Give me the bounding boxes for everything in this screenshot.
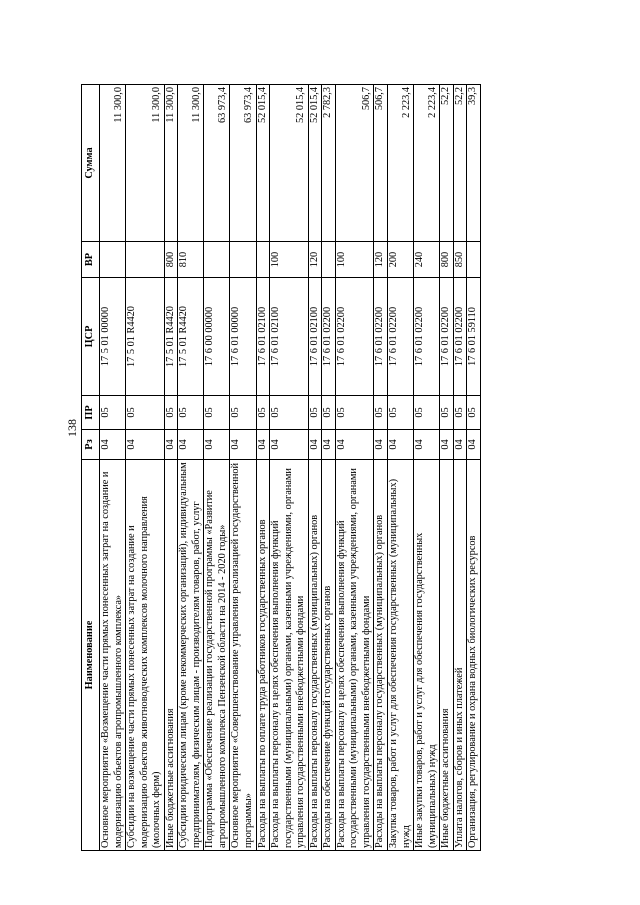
cell-csr: 17 5 01 R4420 [164,278,178,396]
cell-pr: 05 [467,396,481,430]
cell-name: Иные закупки товаров, работ и услуг для обеспечения государственных (муниципальных) нужд [414,460,440,851]
cell-sum: 11 300,0 [126,85,165,242]
cell-rz: 04 [126,430,165,460]
cell-sum: 52 015,4 [256,85,270,242]
cell-pr: 05 [164,396,178,430]
cell-csr: 17 6 01 02200 [335,278,374,396]
cell-csr: 17 6 01 02200 [440,278,454,396]
cell-pr: 05 [270,396,309,430]
cell-sum: 52 015,4 [270,85,309,242]
cell-vr: 200 [388,242,414,278]
cell-name: Основное мероприятие «Совершенствование управления реализацией государственной программы» [230,460,256,851]
cell-sum: 506,7 [335,85,374,242]
cell-csr: 17 5 01 R4420 [126,278,165,396]
cell-name: Уплата налогов, сборов и иных платежей [453,460,467,851]
cell-name: Организация, регулирование и охрана водных биологических ресурсов [467,460,481,851]
cell-vr [100,242,126,278]
cell-vr [230,242,256,278]
cell-rz: 04 [453,430,467,460]
cell-rz: 04 [335,430,374,460]
cell-rz: 04 [164,430,178,460]
table-row [230,85,256,851]
cell-sum: 2 223,4 [388,85,414,242]
cell-vr [204,242,230,278]
cell-rz: 04 [374,430,388,460]
cell-vr [467,242,481,278]
cell-pr: 05 [374,396,388,430]
cell-csr: 17 6 01 02200 [414,278,440,396]
cell-rz: 04 [388,430,414,460]
cell-vr: 240 [414,242,440,278]
cell-vr: 850 [453,242,467,278]
cell-sum: 39,3 [467,85,481,242]
cell-rz: 04 [256,430,270,460]
table-row [178,85,204,851]
cell-csr: 17 6 01 59110 [467,278,481,396]
cell-name: Подпрограмма «Обеспечение реализации государственной программы «Развитие агропромышленного комплекса Пензенской области на 2014 - 2020 годы» [204,460,230,851]
table-row [388,85,414,851]
cell-vr: 100 [335,242,374,278]
header-csr: ЦСР [82,278,100,396]
cell-csr: 17 6 01 00000 [230,278,256,396]
cell-csr: 17 6 01 02100 [308,278,322,396]
table-row [204,85,230,851]
cell-sum: 63 973,4 [230,85,256,242]
cell-pr: 05 [322,396,336,430]
cell-name: Иные бюджетные ассигнования [440,460,454,851]
cell-rz: 04 [467,430,481,460]
cell-csr: 17 6 01 02200 [374,278,388,396]
cell-sum: 11 300,0 [164,85,178,242]
cell-name: Основное мероприятие «Возмещение части прямых понесенных затрат на создание и модернизацию объектов агропромышленного комплекса» [100,460,126,851]
header-vr: ВР [82,242,100,278]
cell-sum: 63 973,4 [204,85,230,242]
cell-sum: 2 782,3 [322,85,336,242]
cell-sum: 11 300,0 [100,85,126,242]
table-row [256,85,270,851]
cell-name: Субсидии на возмещение части прямых понесенных затрат на создание и модернизацию объектов животноводческих комплексов молочного направления (молочных ферм) [126,460,165,851]
page-number: 138 [65,419,79,437]
cell-name: Расходы на выплаты персоналу государственных (муниципальных) органов [374,460,388,851]
table-header-row [82,85,100,851]
cell-rz: 04 [440,430,454,460]
cell-csr: 17 6 01 02200 [388,278,414,396]
cell-vr [126,242,165,278]
cell-sum: 52 015,4 [308,85,322,242]
cell-pr: 05 [204,396,230,430]
cell-name: Расходы на выплаты персоналу в целях обеспечения выполнения функций государственными (муниципальными) органами, казенными учреждениями, органами управления государственными внебюджетными фондами [270,460,309,851]
cell-pr: 05 [100,396,126,430]
table-row [100,85,126,851]
cell-vr: 800 [440,242,454,278]
cell-csr: 17 6 01 02200 [453,278,467,396]
cell-pr: 05 [414,396,440,430]
cell-rz: 04 [322,430,336,460]
cell-pr: 05 [256,396,270,430]
cell-rz: 04 [414,430,440,460]
table-row [374,85,388,851]
cell-name: Субсидии юридическим лицам (кроме некоммерческих организаций), индивидуальным предпринимателям, физическим лицам - производителям товаров, работ, услуг [178,460,204,851]
table-row [308,85,322,851]
cell-pr: 05 [126,396,165,430]
cell-rz: 04 [270,430,309,460]
cell-name: Расходы на выплаты персоналу государственных (муниципальных) органов [308,460,322,851]
cell-vr [256,242,270,278]
cell-csr: 17 6 01 02100 [256,278,270,396]
cell-vr [322,242,336,278]
table-row [453,85,467,851]
cell-vr: 100 [270,242,309,278]
cell-sum: 11 300,0 [178,85,204,242]
cell-vr: 800 [164,242,178,278]
header-rz: Рз [82,430,100,460]
table-row [322,85,336,851]
cell-name: Расходы на обеспечение функций государственных органов [322,460,336,851]
cell-csr: 17 6 01 02100 [270,278,309,396]
cell-csr: 17 6 00 00000 [204,278,230,396]
table-row [270,85,309,851]
table-row [164,85,178,851]
cell-rz: 04 [230,430,256,460]
cell-name: Иные бюджетные ассигнования [164,460,178,851]
cell-name: Закупка товаров, работ и услуг для обеспечения государственных (муниципальных) нужд [388,460,414,851]
table-row [126,85,165,851]
budget-table [81,84,481,851]
table-row [335,85,374,851]
cell-csr: 17 6 01 02200 [322,278,336,396]
cell-name: Расходы на выплаты персоналу в целях обеспечения выполнения функций государственными (муниципальными) органами, казенными учреждениями, органами управления государственными внебюджетными фондами [335,460,374,851]
cell-pr: 05 [230,396,256,430]
cell-vr: 120 [374,242,388,278]
cell-rz: 04 [204,430,230,460]
rotated-table-container [81,85,558,851]
header-sum: Сумма [82,85,100,242]
cell-rz: 04 [308,430,322,460]
cell-sum: 2 223,4 [414,85,440,242]
cell-name: Расходы на выплаты по оплате труда работников государственных органов [256,460,270,851]
cell-vr: 810 [178,242,204,278]
header-name: Наименование [82,460,100,851]
cell-pr: 05 [335,396,374,430]
table-row [467,85,481,851]
table-row [440,85,454,851]
cell-sum: 506,7 [374,85,388,242]
table-row [414,85,440,851]
cell-csr: 17 5 01 R4420 [178,278,204,396]
cell-rz: 04 [178,430,204,460]
cell-pr: 05 [440,396,454,430]
cell-sum: 52,2 [453,85,467,242]
cell-csr: 17 5 01 00000 [100,278,126,396]
header-pr: ПР [82,396,100,430]
cell-sum: 52,2 [440,85,454,242]
cell-pr: 05 [308,396,322,430]
cell-pr: 05 [388,396,414,430]
cell-rz: 04 [100,430,126,460]
cell-vr: 120 [308,242,322,278]
cell-pr: 05 [453,396,467,430]
cell-pr: 05 [178,396,204,430]
